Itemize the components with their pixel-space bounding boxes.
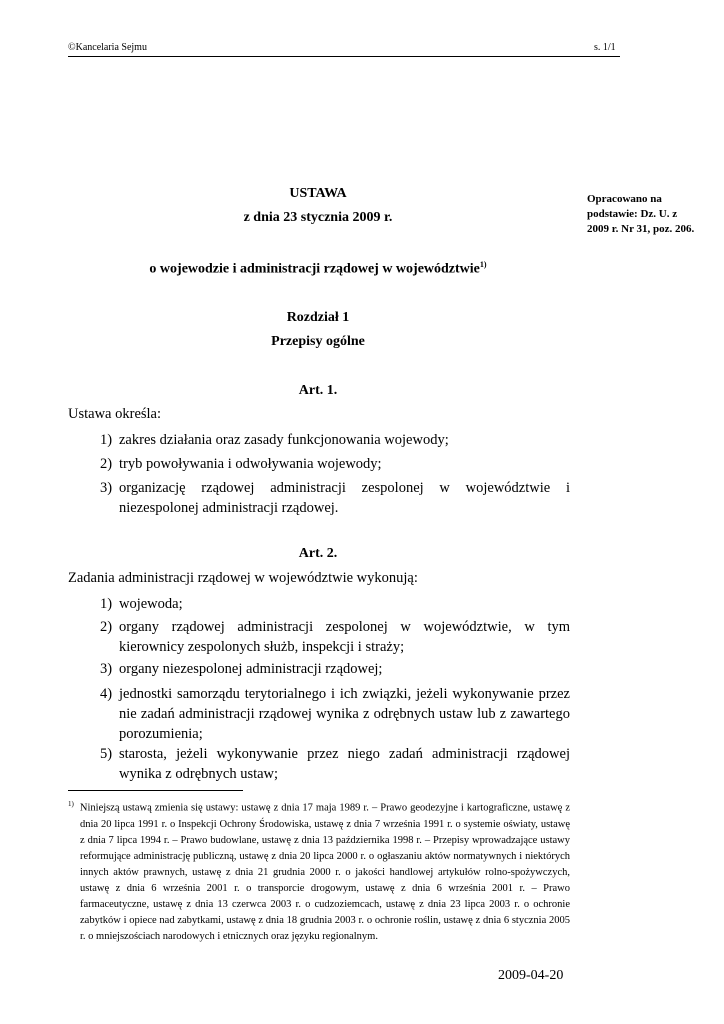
list-number: 3) — [100, 480, 113, 496]
art2-heading: Art. 2. — [298, 546, 338, 561]
list-item — [100, 478, 570, 518]
list-number: 3) — [100, 661, 113, 677]
list-item — [100, 454, 570, 474]
list-number: 2) — [100, 456, 113, 472]
list-text: organy rządowej administracji zespolonej w województwie, w tym kierownicy zespolonych służb, inspekcji i straży; — [119, 619, 570, 655]
list-number: 2) — [100, 619, 113, 635]
list-item — [100, 594, 570, 614]
list-text: organizację rządowej administracji zespolonej w województwie i niezespolonej administracji rządowej. — [119, 480, 570, 516]
art1-intro: Ustawa określa: — [68, 406, 162, 422]
list-number: 4) — [100, 686, 113, 702]
header-publisher: ©Kancelaria Sejmu — [68, 42, 147, 53]
list-number: 1) — [100, 432, 113, 448]
footnote-reference: 1) — [479, 260, 487, 269]
act-subject-text: o wojewodzie i administracji rządowej w województwie — [149, 261, 480, 277]
list-text: wojewoda; — [119, 596, 183, 612]
list-number: 1) — [100, 596, 113, 612]
act-subject — [68, 260, 568, 278]
art1-heading: Art. 1. — [298, 383, 338, 398]
list-item — [100, 430, 570, 450]
list-text: organy niezespolonej administracji rządowej; — [119, 661, 383, 677]
footnote-separator — [68, 790, 243, 791]
list-text: jednostki samorządu terytorialnego i ich związki, jeżeli wykonywanie przez nie zadań administracji rządowej wynika z odrębnych ustaw lub z zawartego porozumienia; — [119, 686, 570, 742]
list-item — [100, 617, 570, 657]
source-note: Opracowano na podstawie: Dz. U. z 2009 r. Nr 31, poz. 206. — [587, 193, 695, 235]
chapter-name: Przepisy ogólne — [271, 334, 365, 349]
chapter-label: Rozdział 1 — [286, 310, 350, 325]
list-text: tryb powoływania i odwoływania wojewody; — [119, 456, 382, 472]
list-number: 5) — [100, 746, 113, 762]
list-item — [100, 684, 570, 744]
header-rule — [68, 56, 620, 57]
list-text: zakres działania oraz zasady funkcjonowania wojewody; — [119, 432, 449, 448]
list-item — [100, 744, 570, 784]
act-date: z dnia 23 stycznia 2009 r. — [243, 210, 393, 225]
footnote-body — [68, 796, 570, 945]
art2-intro: Zadania administracji rządowej w województwie wykonują: — [68, 570, 418, 586]
act-type: USTAWA — [289, 186, 347, 201]
footnote-text: Niniejszą ustawą zmienia się ustawy: ustawę z dnia 17 maja 1989 r. – Prawo geodezyjne i kartograficzne, ustawę z dnia 20 lipca 1991 r. o Inspekcji Ochrony Środowiska, ustawę z dnia 7 września 1991 r. o systemie oświaty, ustawę z dnia 7 lipca 1994 r. – Prawo budowlane, ustawę z dnia 13 października 1998 r. – Przepisy wprowadzające ustawy reformujące administrację publiczną, ustawę z dnia 20 lipca 2000 r. o ogłaszaniu aktów normatywnych i niektórych innych aktów prawnych, ustawę z dnia 21 grudnia 2000 r. o jakości handlowej artykułów rolno-spożywczych, ustawę z dnia 6 września 2001 r. o transporcie drogowym, ustawę z dnia 6 września 2001 r. – Prawo farmaceutyczne, ustawę z dnia 13 czerwca 2003 r. o cudzoziemcach, ustawę z dnia 23 lipca 2003 r. o ochronie zabytków i opiece nad zabytkami, ustawę z dnia 18 grudnia 2003 r. o ochronie roślin, ustawę z dnia 6 stycznia 2005 r. o mniejszościach narodowych i etnicznych oraz języku regionalnym. — [79, 802, 570, 942]
list-item — [100, 659, 570, 679]
list-text: starosta, jeżeli wykonywanie przez niego zadań administracji rządowej wynika z odrębnych ustaw; — [119, 746, 570, 782]
footnote-mark: 1) — [68, 800, 74, 808]
footnote — [68, 796, 570, 945]
page-number: s. 1/1 — [594, 42, 616, 53]
footer-date: 2009-04-20 — [498, 968, 564, 983]
